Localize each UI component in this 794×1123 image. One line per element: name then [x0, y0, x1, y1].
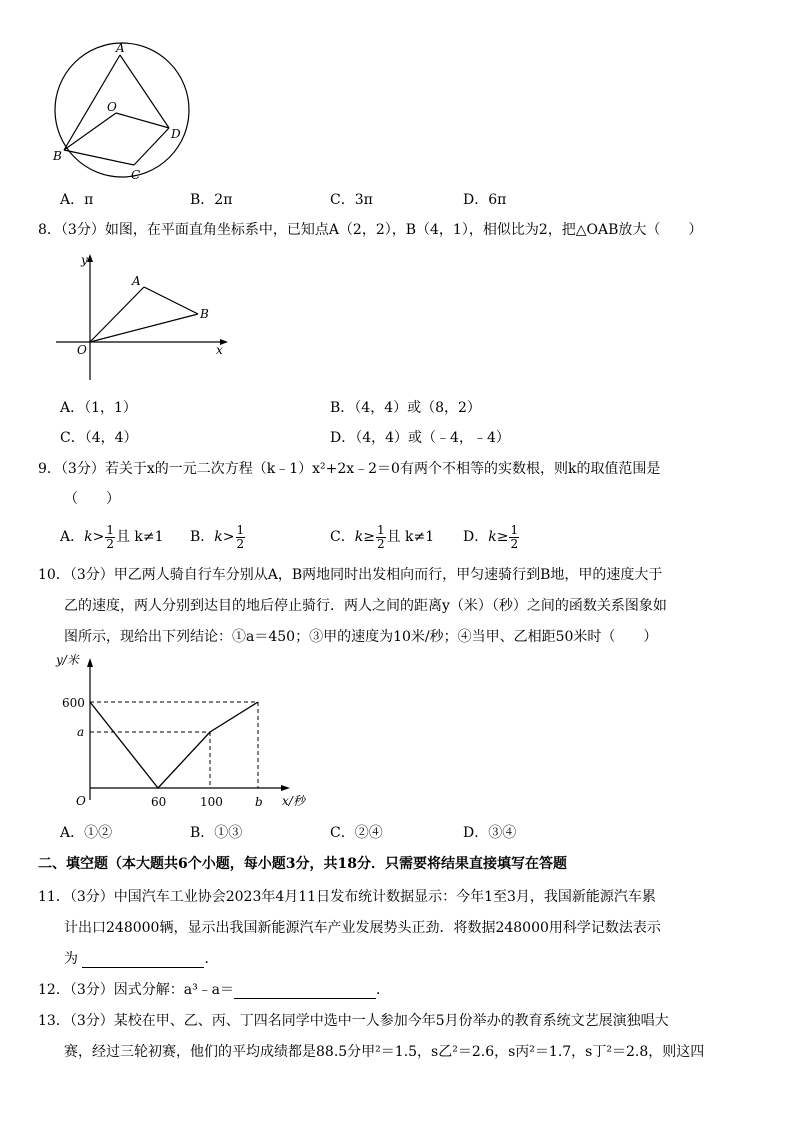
q11-question-line3	[64, 950, 218, 968]
q7-circle	[55, 43, 189, 177]
q11-answer-blank[interactable]	[82, 953, 204, 968]
q9-option-b	[190, 520, 246, 554]
q9-question-line1: 9．（3分）若关于x的一元二次方程（k﹣1）x²+2x﹣2＝0有两个不相等的实数根，则k的取值范围是	[38, 461, 661, 477]
q10-function-line	[90, 702, 258, 788]
q8-option-b: B．（4，4）或（8，2）	[330, 400, 481, 416]
q8-label-O: O	[77, 343, 87, 357]
q9-option-a	[60, 520, 164, 554]
q9-option-d-den: 2	[510, 536, 519, 551]
q10-ylabel: y/米	[56, 653, 79, 667]
q9-option-d-var: k	[488, 529, 497, 545]
q9-option-a-den: 2	[106, 536, 114, 551]
q9-option-d-fraction	[509, 524, 519, 551]
q9-option-a-fraction	[105, 524, 115, 551]
q10-label-a: a	[77, 725, 85, 739]
q9-option-b-rel: >	[222, 529, 235, 545]
q9-option-d-rel: ≥	[496, 529, 509, 545]
q8-seg-AB	[144, 287, 198, 314]
q8-label-x: x	[216, 343, 223, 357]
q8-seg-OB	[90, 314, 198, 342]
q9-option-b-var: k	[214, 529, 223, 545]
q8-option-d: D．（4，4）或（﹣4，﹣4）	[330, 430, 510, 446]
q8-seg-OA	[90, 287, 144, 342]
q12-prefix: 12．（3分）因式分解：a³﹣a＝	[38, 982, 235, 998]
q9-option-c	[330, 520, 434, 554]
q9-option-a-rel: >	[92, 529, 105, 545]
q12-answer-blank[interactable]	[234, 984, 376, 999]
q7-seg-CD	[134, 128, 169, 165]
q10-label-600: 600	[62, 696, 85, 710]
q9-option-b-fraction	[236, 524, 246, 551]
q7-seg-AD	[120, 55, 169, 128]
q10-option-a: A．①②	[60, 825, 113, 841]
q9-option-b-num: 1	[236, 522, 245, 537]
q7-label-D: D	[171, 127, 181, 141]
q8-label-y: y	[81, 253, 88, 267]
q9-option-c-label: C．	[330, 529, 355, 545]
section2-heading: 二、填空题（本大题共6个小题，每小题3分，共18分．只需要将结果直接填写在答题	[38, 856, 567, 872]
q11-question-line2: 计出口248000辆，显示出我国新能源汽车产业发展势头正劲．将数据248000用科学记数法表示	[64, 920, 661, 936]
q9-option-d-label: D．	[463, 529, 489, 545]
q13-question-line2: 赛，经过三轮初赛，他们的平均成绩都是88.5分甲²＝1.5，s乙²＝2.6，s丙²＝1.7，s丁²＝2.8，则这四	[64, 1044, 705, 1060]
q7-label-A: A	[116, 41, 125, 55]
q10-xlabel: x/秒	[282, 794, 305, 808]
q8-y-arrow	[87, 254, 93, 262]
q12-question	[38, 981, 390, 999]
q10-label-origin: O	[76, 794, 86, 808]
q9-option-d	[463, 520, 520, 554]
q10-question-line1: 10．（3分）甲乙两人骑自行车分别从A，B两地同时出发相向而行，甲匀速骑行到B地，甲的速度大于	[38, 567, 663, 583]
q9-option-a-label: A．	[60, 529, 85, 545]
q8-label-B: B	[200, 307, 209, 321]
q9-option-b-label: B．	[190, 529, 215, 545]
q9-option-d-num: 1	[510, 522, 519, 537]
q7-label-B: B	[53, 149, 62, 163]
q7-seg-OB	[64, 113, 116, 150]
q10-label-100: 100	[200, 795, 223, 809]
q9-option-c-rel: ≥	[363, 529, 375, 545]
q7-option-c: C．3π	[330, 192, 373, 208]
q11-suffix: ．	[204, 951, 219, 967]
q7-option-d: D．6π	[463, 192, 507, 208]
q9-question-line2: （ ）	[64, 491, 120, 507]
q12-suffix: ．	[376, 982, 391, 998]
q13-question-line1: 13．（3分）某校在甲、乙、丙、丁四名同学中选中一人参加今年5月份举办的教育系统文艺展演独唱大	[38, 1013, 669, 1029]
q10-option-b: B．①③	[190, 825, 243, 841]
q8-question-text: 8．（3分）如图，在平面直角坐标系中，已知点A（2，2），B（4，1），相似比为2，把△OAB放大（ ）	[38, 222, 703, 238]
q7-circle-figure	[50, 38, 200, 188]
q10-label-b: b	[255, 795, 263, 809]
q9-option-c-den: 2	[376, 536, 385, 551]
q10-question-line2: 乙的速度，两人分别到达目的地后停止骑行．两人之间的距离y（米）（秒）之间的函数关系图象如	[64, 598, 667, 614]
q7-option-b: B．2π	[190, 192, 233, 208]
q10-label-60: 60	[151, 795, 167, 809]
q11-question-line1: 11．（3分）中国汽车工业协会2023年4月11日发布统计数据显示：今年1至3月，我国新能源汽车累	[38, 889, 656, 905]
q10-option-d: D．③④	[463, 825, 517, 841]
q9-option-c-num: 1	[376, 522, 385, 537]
q11-prefix: 为	[64, 951, 78, 967]
q10-distance-time-graph	[52, 650, 322, 812]
q10-option-c: C．②④	[330, 825, 383, 841]
q8-option-c: C．（4，4）	[60, 430, 138, 446]
q8-label-A: A	[132, 274, 141, 288]
q9-option-a-num: 1	[106, 522, 114, 537]
q9-option-c-fraction	[376, 524, 386, 551]
q9-option-a-var: k	[84, 529, 93, 545]
q8-option-a: A．（1，1）	[60, 400, 137, 416]
q9-option-c-var: k	[354, 529, 364, 545]
q7-label-C: C	[131, 168, 141, 182]
q7-label-O: O	[107, 100, 117, 114]
q10-x-arrow	[281, 785, 290, 791]
q10-y-arrow	[87, 658, 93, 667]
q9-option-a-tail: 且 k≠1	[115, 529, 164, 545]
q7-option-a: A．π	[60, 192, 94, 208]
q9-option-c-tail: 且 k≠1	[386, 529, 435, 545]
q10-question-line3: 图所示，现给出下列结论：①a＝450；③甲的速度为10米/秒；④当甲、乙相距50米时（ ）	[64, 629, 658, 645]
q8-coordinate-figure	[52, 250, 237, 385]
q9-option-b-den: 2	[236, 536, 245, 551]
